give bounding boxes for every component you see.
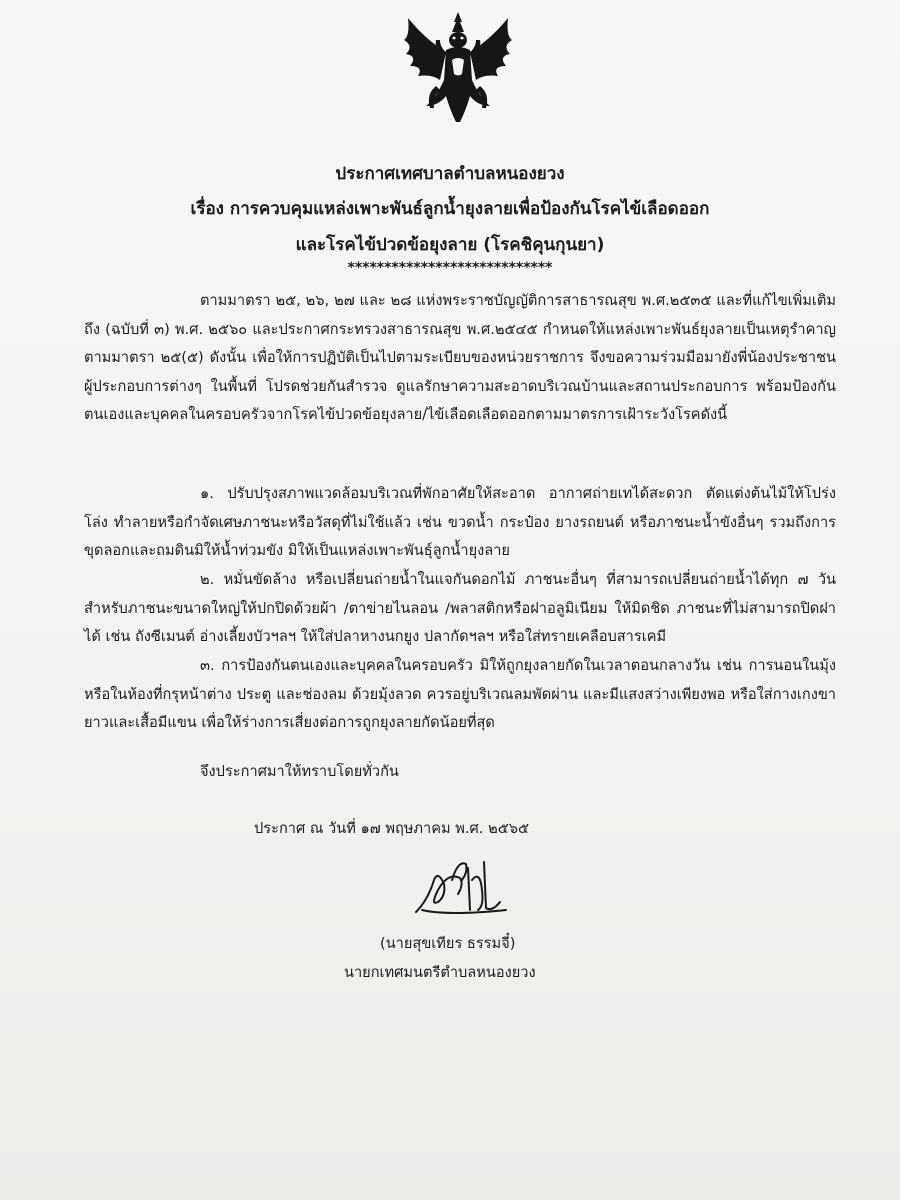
intro-paragraph [84, 287, 836, 430]
announcement-date: ประกาศ ณ วันที่ ๑๗ พฤษภาคม พ.ศ. ๒๕๖๕ [254, 820, 530, 837]
separator-stars: **************************** [347, 260, 553, 276]
announcement-issuer: ประกาศเทศบาลตำบลหนองยวง [335, 164, 565, 184]
measure-item-2 [84, 566, 836, 652]
closing-statement: จึงประกาศมาให้ทราบโดยทั่วกัน [200, 763, 399, 780]
measure-item-2-text: ๒. หมั่นขัดล้าง หรือเปลี่ยนถ่ายน้ำในแจกันดอกไม้ ภาชนะอื่นๆ ที่สามารถเปลี่ยนถ่ายน้ำได้ทุก ๗ วัน สำหรับภาชนะขนาดใหญ่ให้ปกปิดด้วยผ้า /ตาข่ายไนลอน /พลาสติกหรือฝาอลูมิเนียม ให้มิดชิด ภาชนะที่ไม่สามารถปิดฝาได้ เช่น ถังซีเมนต์ อ่างเลี้ยงบัวฯลฯ ให้ใส่ปลาหางนกยูง ปลากัดฯลฯ หรือใส่ทรายเคลือบสารเคมี [84, 571, 836, 645]
garuda-emblem-icon [396, 10, 520, 128]
handwritten-signature [408, 850, 518, 930]
announcement-subject-continued: และโรคไข้ปวดข้อยุงลาย (โรคชิคุนกุนยา) [295, 235, 605, 255]
intro-text: ตามมาตรา ๒๕, ๒๖, ๒๗ และ ๒๘ แห่งพระราชบัญญัติการสาธารณสุข พ.ศ.๒๕๓๕ และที่แก้ไขเพิ่มเติมถึง (ฉบับที่ ๓) พ.ศ. ๒๕๖๐ และประกาศกระทรวงสาธารณสุข พ.ศ.๒๕๔๕ กำหนดให้แหล่งเพาะพันธ์ยุงลายเป็นเหตุรำคาญตามมาตรา ๒๕(๕) ดังนั้น เพื่อให้การปฏิบัติเป็นไปตามระเบียบของหน่วยราชการ จึงขอความร่วมมือมายังพี่น้องประชาชน ผู้ประกอบการต่างๆ ในพื้นที่ โปรดช่วยกันสำรวจ ดูแลรักษาความสะอาดบริเวณบ้านและสถานประกอบการ พร้อมป้องกันตนเองและบุคคลในครอบครัวจากโรคไข้ปวดข้อยุงลาย/ไข้เลือดเลือดออกตามมาตรการเฝ้าระวังโรคดังนี้ [84, 292, 836, 423]
measure-item-1 [84, 480, 836, 566]
announcement-subject: เรื่อง การควบคุมแหล่งเพาะพันธ์ลูกน้ำยุงลายเพื่อป้องกันโรคไข้เลือดออก [190, 199, 710, 219]
measure-item-1-text: ๑. ปรับปรุงสภาพแวดล้อมบริเวณที่พักอาศัยให้สะอาด อากาศถ่ายเทได้สะดวก ตัดแต่งต้นไม้ให้โปร่ง โล่ง ทำลายหรือกำจัดเศษภาชนะหรือวัสดุที่ไม่ใช้แล้ว เช่น ขวดน้ำ กระป๋อง ยางรถยนต์ หรือภาชนะน้ำขังอื่นๆ รวมถึงการขุดลอกและถมดินมิให้น้ำท่วมขัง มิให้เป็นแหล่งเพาะพันธุ์ลูกน้ำยุงลาย [84, 485, 836, 559]
measure-item-3-text: ๓. การป้องกันตนเองและบุคคลในครอบครัว มิให้ถูกยุงลายกัดในเวลาตอนกลางวัน เช่น การนอนในมุ้งหรือในห้องที่กรุหน้าต่าง ประตู และช่องลม ด้วยมุ้งลวด ควรอยู่บริเวณลมพัดผ่าน และมีแสงสว่างเพียงพอ หรือใส่กางเกงขายาวและเสื้อมีแขน เพื่อให้ร่างการเสี่ยงต่อการถูกยุงลายกัดน้อยที่สุด [84, 657, 836, 731]
signer-name: (นายสุขเทียร ธรรมจี๋) [380, 935, 516, 952]
measure-item-3 [84, 652, 836, 738]
signer-title: นายกเทศมนตรีตำบลหนองยวง [344, 964, 536, 981]
